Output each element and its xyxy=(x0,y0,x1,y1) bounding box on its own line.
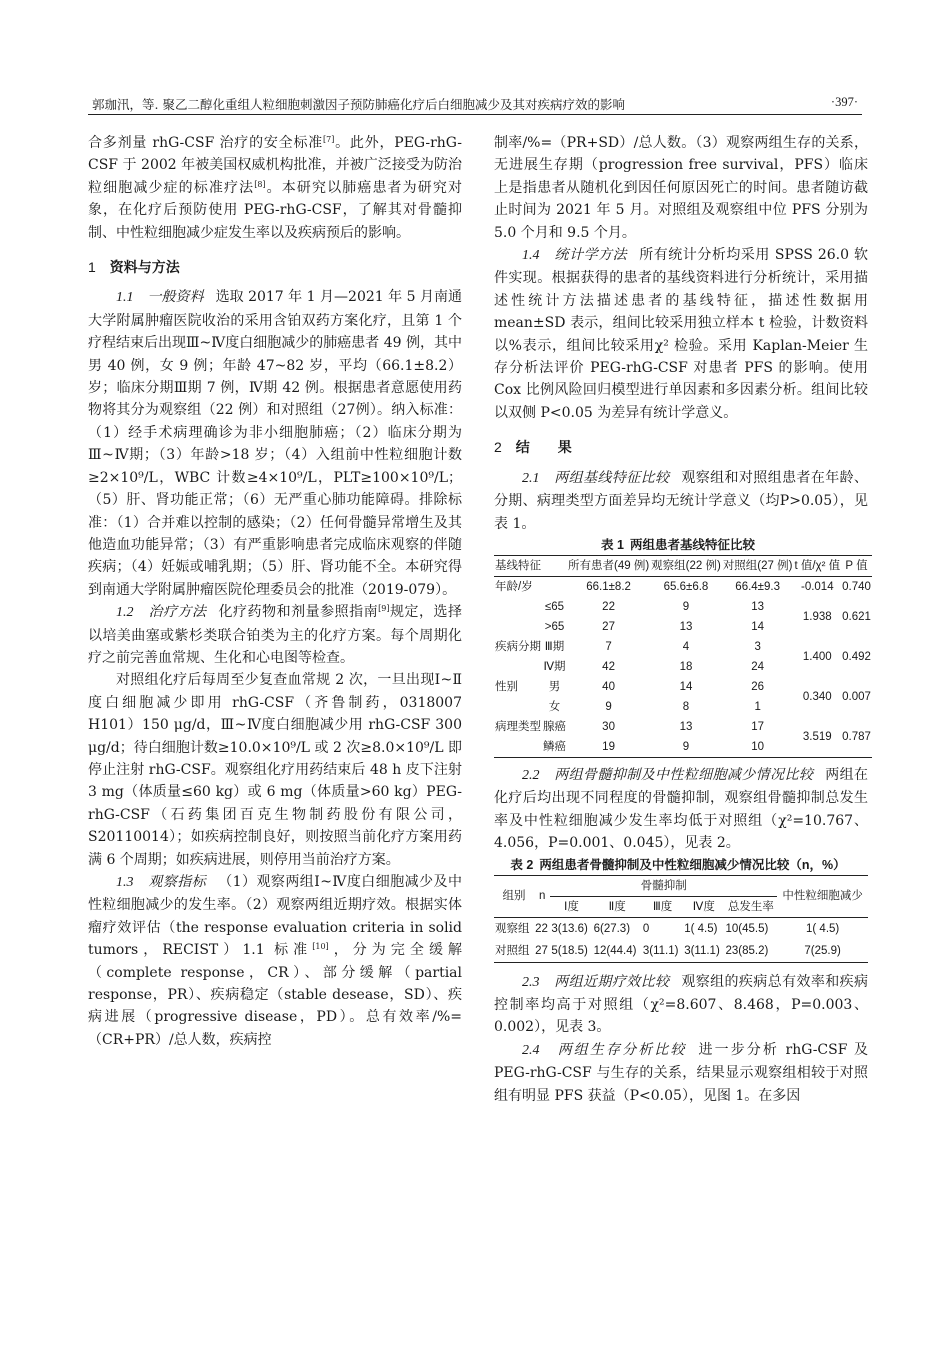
ref-9[interactable]: [9] xyxy=(378,604,390,614)
ref-8[interactable]: [8] xyxy=(254,179,266,189)
header-title: 郭珈汛，等. 聚乙二醇化重组人粒细胞刺激因子预防肺癌化疗后白细胞减少及其对疾病疗效的影响 xyxy=(92,97,625,112)
col-header: Ⅱ度 xyxy=(593,896,642,917)
ref-10[interactable]: [10] xyxy=(312,942,329,952)
section-2-1: 2.1 两组基线特征比较 观察组和对照组患者在年龄、分期、病理类型方面差异均无统计学意义（均P>0.05），见表 1。 xyxy=(494,469,869,532)
table-row: >65 27 13 14 xyxy=(544,620,765,633)
section-1-4: 1.4 统计学方法 所有统计分析均采用 SPSS 26.0 软件实现。根据获得的患者的基线资料进行分析统计，采用描述性统计方法描述患者的基线特征，描述性数据用 mean±SD 表示，组间比较采用独立样本 t 检验，计数资料以%表示，组间比较采用χ² 检验。采用 Kaplan-Meier 生存分析法评价 PEG-rhG-CSF 对患者 PFS 的影响。使用 Cox 比例风险回归模型进行单因素和多因素分析。组间比较以双侧 P<0.05 为差异有统计学意义。 xyxy=(494,247,869,421)
subsection-2-4-heading: 2.4 两组生存分析比较 xyxy=(522,1042,687,1058)
table-row: 鳞癌 19 9 10 xyxy=(543,740,765,753)
subsection-1-1-heading: 1.1 一般资料 xyxy=(116,290,204,306)
table-row: 病理类型 腺癌 30 13 17 3.519 0.787 xyxy=(495,720,871,743)
table-row: 性别 男 40 14 26 0.340 0.007 xyxy=(495,680,871,703)
table-2-caption: 表 2 两组患者骨髓抑制及中性粒细胞减少情况比较（n，%） xyxy=(510,857,846,872)
section-1-2-paragraph-2: 对照组化疗后每周至少复查血常规 2 次，一旦出现Ⅰ~Ⅱ度白细胞减少即用 rhG-CSF（齐鲁制药，0318007 H101）150 μg/d，Ⅲ~Ⅳ度白细胞减少用 rhG-CSF 300 μg/d；待白细胞计数≥10.0×10⁹/L 或 2 次≥8.0×10⁹/L 即停止注射 rhG-CSF。观察组化疗用药结束后 48 h 皮下注射 3 mg（体质量≤60 kg）或 6 mg（体质量>60 kg）PEG-rhG-CSF（石药集团百克生物制药股份有限公司，S20110014）；如疾病控制良好，则按照当前化疗方案用药满 6 个周期；如疾病进展，则停用当前治疗方案。 xyxy=(88,672,462,868)
col-header: Ⅳ度 xyxy=(683,896,724,917)
table-row: 年龄/岁 66.1±8.2 65.6±6.8 66.4±9.3 -0.014 0.740 xyxy=(495,580,871,593)
section-1-2: 1.2 治疗方法 化疗药物和剂量参照指南[9]规定，选择以培美曲塞或紫杉类联合铂类为主的化疗方案。每个周期化疗之前完善血常规、生化和心电图等检查。 xyxy=(88,604,463,666)
section-1-heading: 1 资料与方法 xyxy=(88,259,180,276)
subsection-2-1-heading: 2.1 两组基线特征比较 xyxy=(522,470,670,486)
col-header: 中性粒细胞减少 xyxy=(777,875,868,917)
col-header: n xyxy=(534,875,550,917)
col-header: Ⅲ度 xyxy=(642,896,683,917)
intro-paragraph: 合多剂量 rhG-CSF 治疗的安全标准[7]。此外，PEG-rhG-CSF 于 2002 年被美国权威机构批准，并被广泛接受为防治粒细胞减少症的标准疗法[8]。本研究以肺癌患者为研究对象，在化疗后预防使用 PEG-rhG-CSF，了解其对骨髓抑制、中性粒细胞减少症发生率以及疾病预后的影响。 xyxy=(88,135,463,241)
table-2 xyxy=(494,875,868,963)
table-2-header-row-1 xyxy=(494,875,868,896)
table-row: Ⅳ期 42 18 24 xyxy=(543,660,765,673)
col-header: 总发生率 xyxy=(725,896,778,917)
table-1-header-row xyxy=(494,555,872,576)
section-2-4: 2.4 两组生存分析比较 进一步分析 rhG-CSF 及 PEG-rhG-CSF 与生存的关系，结果显示观察组相较于对照组有明显 PFS 获益（P<0.05），见图 1。在多因 xyxy=(494,1041,868,1104)
table-1 xyxy=(494,555,872,758)
table-row: 疾病分期 Ⅲ期 7 4 3 1.400 0.492 xyxy=(495,640,871,663)
subsection-1-3-heading: 1.3 观察指标 xyxy=(116,875,207,890)
table-row: 女 9 8 1 xyxy=(548,700,761,713)
section-1-3-continued: 制率/%=（PR+SD）/总人数。（3）观察两组生存的关系，无进展生存期（progression free survival，PFS）临床上是指患者从随机化到因任何原因死亡的时间。患者随访截止时间为 2021 年 5 月。对照组及观察组中位 PFS 分别为 5.0 个月和 9.5 个月。 xyxy=(494,135,868,241)
col-header: 基线特征 xyxy=(494,555,567,576)
running-header xyxy=(88,94,862,115)
subsection-1-2-heading: 1.2 治疗方法 xyxy=(116,605,207,621)
table-1-caption: 表 1 两组患者基线特征比较 xyxy=(601,537,755,552)
left-column xyxy=(88,132,462,1051)
page-number: ·397· xyxy=(830,95,858,109)
col-header: 骨髓抑制 xyxy=(550,875,777,896)
col-header: 观察组(22 例) xyxy=(650,555,722,576)
col-header: 对照组(27 例) xyxy=(722,555,794,576)
col-header: Ⅰ度 xyxy=(550,896,592,917)
section-2-3: 2.3 两组近期疗效比较 观察组的疾病总有效率和疾病控制率均高于对照组（χ²=8.607、8.468，P=0.003、0.002），见表 3。 xyxy=(494,973,869,1036)
ref-7[interactable]: [7] xyxy=(323,135,335,144)
table-row: 对照组 27 5(18.5) 12(44.4) 3(11.1) 3(11.1) 23(85.2) 7(25.9) xyxy=(495,944,841,957)
col-header: 组别 xyxy=(494,875,534,917)
subsection-2-2-heading: 2.2 两组骨髓抑制及中性粒细胞减少情况比较 xyxy=(522,767,814,783)
subsection-2-3-heading: 2.3 两组近期疗效比较 xyxy=(522,974,670,990)
right-column xyxy=(494,132,871,1107)
section-2-2: 2.2 两组骨髓抑制及中性粒细胞减少情况比较 两组在化疗后均出现不同程度的骨髓抑制，观察组骨髓抑制总发生率及中性粒细胞减少发生率均低于对照组（χ²=10.767、4.056，P=0.001、0.045），见表 2。 xyxy=(494,766,869,852)
table-row: 观察组 22 3(13.6) 6(27.3) 0 1( 4.5) 10(45.5) 1( 4.5) xyxy=(495,922,840,935)
section-1-3: 1.3 观察指标 （1）观察两组Ⅰ~Ⅳ度白细胞减少及中性粒细胞减少的发生率。（2）观察两组近期疗效。根据实体瘤疗效评估（the response evaluation criteria in solid tumors，RECIST）1.1 标准[10]，分为完全缓解（complete response，CR）、部分缓解（partial response，PR）、疾病稳定（stable desease，SD）、疾病进展（progressive disease，PD）。总有效率/%=（CR+PR）/总人数，疾病控 xyxy=(88,874,463,1048)
col-header: 所有患者(49 例) xyxy=(567,555,650,576)
section-1-1: 1.1 一般资料 选取 2017 年 1 月—2021 年 5 月南通大学附属肿瘤医院收治的采用含铂双药方案化疗，且第 1 个疗程结束后出现Ⅲ~Ⅳ度白细胞减少的肺癌患者 49 例，其中男 40 例，女 9 例；年龄 47~82 岁，平均（66.1±8.2）岁；临床分期Ⅲ期 7 例，Ⅳ期 42 例。根据患者意愿使用药物将其分为观察组（22 例）和对照组（27例）。纳入标准：（1）经手术病理确诊为非小细胞肺癌；（2）临床分期为Ⅲ~Ⅳ期；（3）年龄>18 岁；（4）入组前中性粒细胞计数≥2×10⁹/L，WBC 计数≥4×10⁹/L，PLT≥100×10⁹/L；（5）肝、肾功能正常；（6）无严重心肺功能障碍。排除标准：（1）合并难以控制的感染；（2）任何骨髓异常增生及其他造血功能异常；（3）有严重影响患者完成临床观察的伴随疾病；（4）妊娠或哺乳期；（5）肝、肾功能不全。本研究得到南通大学附属肿瘤医院伦理委员会的批准（2019-079）。 xyxy=(88,289,463,598)
col-header: P 值 xyxy=(841,555,872,576)
section-2-heading: 2 结 果 xyxy=(494,439,572,456)
col-header: t 值/χ² 值 xyxy=(793,555,841,576)
table-row: ≤65 22 9 13 1.938 0.621 xyxy=(544,600,871,623)
subsection-1-4-heading: 1.4 统计学方法 xyxy=(522,248,628,264)
